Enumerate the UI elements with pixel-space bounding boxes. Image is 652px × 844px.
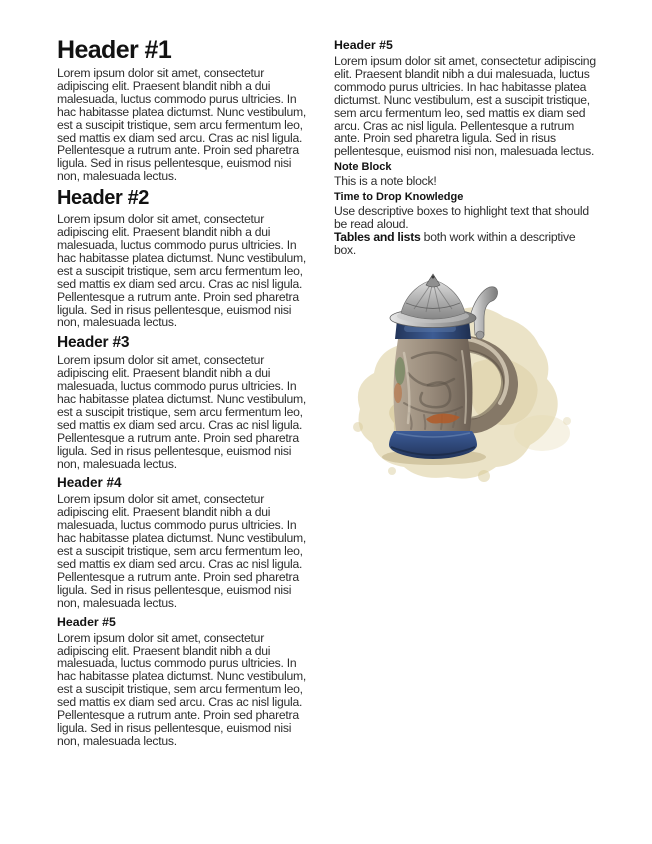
paragraph-under-header-4: Lorem ipsum dolor sit amet, consectetur adipiscing elit. Praesent blandit nibh a dui malesuada, luctus commodo purus ultricies. In hac habitasse platea dictumst. Nunc vestibulum, est a suscipit tristique, sem arcu fermentum leo, sed mattis ex diam sed arcu. Cras ac nisl ligula. Pellentesque a rutrum ante. Proin sed pharetra ligula. Sed in risus pellentesque, euismod nisi non, malesuada lectus. <box>57 492 307 610</box>
right-column <box>334 36 596 501</box>
stein-illustration-svg <box>334 273 592 501</box>
header-1: Header #1 <box>57 36 172 64</box>
knowledge-title: Time to Drop Knowledge <box>334 191 464 204</box>
stein-body <box>394 339 473 431</box>
paragraph-under-header-1: Lorem ipsum dolor sit amet, consectetur adipiscing elit. Praesent blandit nibh a dui malesuada, luctus commodo purus ultricies. In hac habitasse platea dictumst. Nunc vestibulum, est a suscipit tristique, sem arcu fermentum leo, sed mattis ex diam sed arcu. Cras ac nisl ligula. Pellentesque a rutrum ante. Proin sed pharetra ligula. Sed in risus pellentesque, euismod nisi non, malesuada lectus. <box>57 66 307 184</box>
tables-note-bold: Tables and lists <box>334 229 421 244</box>
header-4: Header #4 <box>57 475 122 491</box>
header-5-right: Header #5 <box>334 38 393 52</box>
tables-note-rest: both work within a descriptive box. <box>334 229 576 257</box>
paragraph-under-header-5-right: Lorem ipsum dolor sit amet, consectetur adipiscing elit. Praesent blandit nibh a dui malesuada, luctus commodo purus ultricies. In hac habitasse platea dictumst. Nunc vestibulum, est a suscipit tristique, sem arcu fermentum leo, sed mattis ex diam sed arcu. Cras ac nisl ligula. Pellentesque a rutrum ante. Proin sed pharetra ligula. Sed in risus pellentesque, euismod nisi non, malesuada lectus. <box>334 54 596 159</box>
header-5-left: Header #5 <box>57 614 116 629</box>
note-block-title: Note Block <box>334 161 392 174</box>
left-column <box>57 36 317 748</box>
knowledge-text: Use descriptive boxes to highlight text that should be read aloud. <box>334 204 589 232</box>
header-2: Header #2 <box>57 187 150 210</box>
header-3: Header #3 <box>57 334 130 352</box>
stein-illustration <box>334 273 592 501</box>
tables-note <box>334 231 596 257</box>
paragraph-under-header-5-left: Lorem ipsum dolor sit amet, consectetur adipiscing elit. Praesent blandit nibh a dui malesuada, luctus commodo purus ultricies. In hac habitasse platea dictumst. Nunc vestibulum, est a suscipit tristique, sem arcu fermentum leo, sed mattis ex diam sed arcu. Cras ac nisl ligula. Pellentesque a rutrum ante. Proin sed pharetra ligula. Sed in risus pellentesque, euismod nisi non, malesuada lectus. <box>57 630 307 748</box>
paragraph-under-header-2: Lorem ipsum dolor sit amet, consectetur adipiscing elit. Praesent blandit nibh a dui malesuada, luctus commodo purus ultricies. In hac habitasse platea dictumst. Nunc vestibulum, est a suscipit tristique, sem arcu fermentum leo, sed mattis ex diam sed arcu. Cras ac nisl ligula. Pellentesque a rutrum ante. Proin sed pharetra ligula. Sed in risus pellentesque, euismod nisi non, malesuada lectus. <box>57 212 307 330</box>
paragraph-under-header-3: Lorem ipsum dolor sit amet, consectetur adipiscing elit. Praesent blandit nibh a dui malesuada, luctus commodo purus ultricies. In hac habitasse platea dictumst. Nunc vestibulum, est a suscipit tristique, sem arcu fermentum leo, sed mattis ex diam sed arcu. Cras ac nisl ligula. Pellentesque a rutrum ante. Proin sed pharetra ligula. Sed in risus pellentesque, euismod nisi non, malesuada lectus. <box>57 353 307 471</box>
stein-lid <box>390 274 476 328</box>
note-block-text: This is a note block! <box>334 174 437 189</box>
